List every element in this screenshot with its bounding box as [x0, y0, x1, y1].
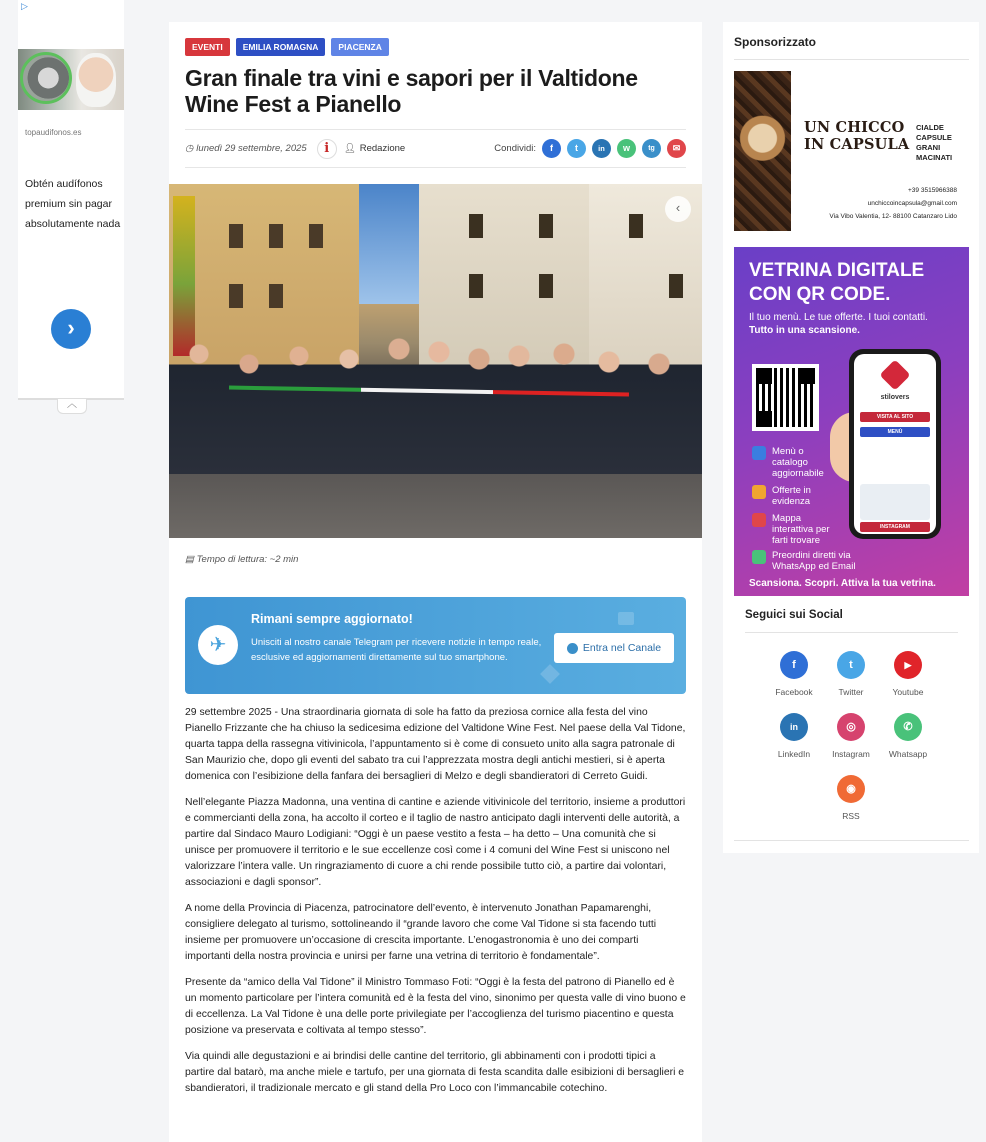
product-text: MACINATI: [916, 153, 953, 162]
product-text: GRANI: [916, 143, 941, 152]
share-telegram-icon[interactable]: tg: [642, 139, 661, 158]
telegram-title: Rimani sempre aggiornato!: [251, 612, 413, 626]
facebook-icon[interactable]: f: [780, 651, 808, 679]
paragraph: A nome della Provincia di Piacenza, patrocinatore dell’evento, è intervenuto Jonathan Papamarenghi, consigliere delegato al turismo, sottolineando il “grande lavoro che come Val Tidone si sta facendo tutti insieme per promuovere un’occasione di crescita importante. L’enogastronomia è uno dei comparti importanti della nostra provincia e unirsi per farne una vetrina di territorio è fondamentale”.: [185, 903, 657, 962]
article-title: Gran finale tra vini e sapori per il Valtidone Wine Fest a Pianello: [185, 65, 638, 117]
qr-ad-sub2: Tutto in una scansione.: [749, 325, 860, 336]
brand-line-1: UN CHICCO: [804, 119, 905, 136]
share-email-icon[interactable]: ✉: [667, 139, 686, 158]
qr-ad-bottom: Scansiona. Scopri. Attiva la tua vetrina.: [749, 578, 936, 589]
feature-item: [752, 513, 842, 546]
feature-item: [752, 485, 837, 507]
share-linkedin-icon[interactable]: in: [592, 139, 611, 158]
telegram-text: Unisciti al nostro canale Telegram per ricevere notizie in tempo reale, esclusive ed aggiornamenti direttamente sul tuo smartphone.: [251, 637, 542, 663]
paragraph: Nell’elegante Piazza Madonna, una ventina di cantine e aziende vitivinicole del territorio, insieme a produttori e commercianti della zona, ha accolto il corteo e il taglio de nastro anticipato dagli interventi delle autorità, a partire dal Sindaco Mauro Lodigiani: “Oggi è un paese vestito a festa – ha detto – Una comunità che si unisce per promuovere il territorio e le sue eccellenze così come i 4 comuni del Wine Fest si uniscono nel valorizzare l’intera valle. Un ringraziamento di cuore a chi rende possibile tutto ciò, a partire dai volontari, associazioni e dagli sponsor”.: [185, 797, 686, 888]
social-label[interactable]: Twitter: [838, 687, 864, 697]
sponsor-ad-coffee[interactable]: [734, 71, 969, 231]
phone-brand: stilovers: [880, 394, 910, 401]
social-instagram[interactable]: [821, 713, 881, 759]
contact-address: Via Vibo Valentia, 12- 88100 Catanzaro Lido: [829, 213, 957, 220]
book-icon: ▤: [185, 554, 194, 565]
ad-products: [916, 123, 952, 163]
adchoices-icon[interactable]: ▷: [21, 1, 28, 11]
publisher-logo[interactable]: i: [317, 139, 337, 159]
whatsapp-icon[interactable]: ✆: [894, 713, 922, 741]
article-meta: [185, 129, 686, 168]
date-text: lunedì 29 settembre, 2025: [196, 143, 307, 154]
product-text: CIALDE: [916, 123, 944, 132]
category-tags: [185, 38, 389, 56]
social-label[interactable]: Facebook: [775, 687, 813, 697]
collapse-ad-button[interactable]: ︿: [57, 399, 87, 414]
social-label[interactable]: RSS: [842, 811, 860, 821]
article-date: [185, 143, 307, 154]
social-facebook[interactable]: [764, 651, 824, 697]
contact-phone: +39 3515966388: [908, 187, 957, 194]
telegram-icon: ✈: [198, 625, 238, 665]
phone-menu-button: MENÙ: [860, 427, 930, 437]
qr-code: [752, 364, 819, 431]
social-youtube[interactable]: [878, 651, 938, 697]
social-linkedin[interactable]: [764, 713, 824, 759]
ad-image[interactable]: [18, 49, 124, 110]
share-twitter-icon[interactable]: t: [567, 139, 586, 158]
feature-item: [752, 550, 882, 572]
ad-domain[interactable]: topaudifonos.es: [25, 128, 82, 137]
paragraph: Via quindi alle degustazioni e ai brindisi delle cantine del territorio, gli abbinamenti con i prodotti tipici a partire dal batarò, ma anche miele e tartufo, per una giornata di festa scandita dalle esibizioni di bersaglieri e sbandieratori, il tradizionale mercato e gli stand della Pro Loco con l’immancabile cotechino.: [185, 1051, 685, 1094]
article-author[interactable]: [344, 143, 405, 154]
gallery-nav-button[interactable]: ‹: [665, 196, 691, 222]
telegram-small-icon: [567, 643, 578, 654]
sponsor-ad-qr[interactable]: [734, 247, 969, 596]
qr-ad-sub1: Il tuo menù. Le tue offerte. I tuoi contatti.: [749, 312, 928, 323]
article-photo: [169, 184, 702, 538]
tag-emilia-romagna[interactable]: EMILIA ROMAGNA: [236, 38, 326, 56]
social-label[interactable]: Youtube: [892, 687, 924, 697]
social-rss[interactable]: [821, 775, 881, 821]
product-text: CAPSULE: [916, 133, 952, 142]
ad-brand: [804, 119, 909, 153]
share-facebook-icon[interactable]: f: [542, 139, 561, 158]
feature-text: Offerte in evidenza: [772, 485, 811, 507]
social-whatsapp[interactable]: [878, 713, 938, 759]
ad-text[interactable]: Obtén audífonos premium sin pagar absolutamente nada: [25, 178, 121, 230]
share-buttons: [542, 139, 686, 158]
share-whatsapp-icon[interactable]: w: [617, 139, 636, 158]
left-advertisement[interactable]: [18, 0, 124, 410]
contact-email: unchiccoincapsula@gmail.com: [867, 200, 957, 207]
instagram-icon[interactable]: ◎: [837, 713, 865, 741]
phone-mockup: [849, 349, 941, 539]
qr-ad-headline: VETRINA DIGITALE CON QR CODE.: [749, 260, 925, 305]
sponsored-title: Sponsorizzato: [734, 35, 817, 49]
rss-icon[interactable]: ◉: [837, 775, 865, 803]
article: [169, 22, 702, 1142]
feature-item: [752, 446, 837, 479]
brand-line-2: IN CAPSULA: [804, 136, 910, 153]
telegram-promo-box: [185, 597, 686, 694]
feature-text: Mappa interattiva per farti trovare: [772, 513, 830, 546]
user-icon: 👤︎: [343, 143, 356, 154]
reading-time: [185, 554, 298, 565]
share-label: Condividi:: [494, 143, 536, 154]
qr-ad-subtitle: [749, 311, 928, 337]
tag-eventi[interactable]: EVENTI: [185, 38, 230, 56]
phone-visit-button: VISITA AL SITO: [860, 412, 930, 422]
paragraph: Presente da “amico della Val Tidone” il Ministro Tommaso Foti: “Oggi è la festa del patrono di Pianello ed è un momento particolare per l’intera comunità ed è la festa del vino, sinonimo per questa valle di vino buono e di eccellenza. La Val Tidone è una delle porte privilegiate per l’accoglienza del turismo piacentino e questa posizione va preservata e coltivata al tempo stesso”.: [185, 977, 686, 1036]
tag-piacenza[interactable]: PIACENZA: [331, 38, 388, 56]
social-title: Seguici sui Social: [745, 609, 843, 621]
social-twitter[interactable]: [821, 651, 881, 697]
feature-text: Preordini diretti via WhatsApp ed Email: [772, 550, 856, 572]
paragraph: 29 settembre 2025 - Una straordinaria giornata di sole ha fatto da preziosa cornice alla festa del vino Pianello Frizzante che ha chiuso la sedicesima edizione del Valtidone Wine Fest. Nel paese della Val Tidone, quarta tappa della rassegna vitivinicola, l’appuntamento si è come di consueto unito alla sagra patronale di San Maurizio che, dopo gli eventi del sabato tra cui l’apprezzata mostra degli antichi mestieri, si è aperta domenica con l’esibizione della fanfara dei bersaglieri di Melzo e degli sbandieratori di Cerreto Guidi.: [185, 707, 686, 782]
social-label[interactable]: Whatsapp: [888, 749, 928, 759]
linkedin-icon[interactable]: in: [780, 713, 808, 741]
phone-instagram-button: INSTAGRAM: [860, 522, 930, 532]
social-label[interactable]: LinkedIn: [777, 749, 811, 759]
author-name[interactable]: Redazione: [359, 143, 406, 154]
article-body: [185, 705, 686, 1107]
join-channel-label[interactable]: Entra nel Canale: [582, 642, 662, 654]
feature-text: Menù o catalogo aggiornabile: [772, 446, 824, 479]
ad-go-button[interactable]: ›: [51, 309, 91, 349]
join-channel-button[interactable]: [554, 633, 674, 663]
clock-icon: ◷: [185, 143, 194, 154]
sidebar: [723, 22, 979, 853]
twitter-icon[interactable]: t: [837, 651, 865, 679]
social-label[interactable]: Instagram: [832, 749, 870, 759]
youtube-icon[interactable]: ▶: [894, 651, 922, 679]
ad-contact: [829, 184, 957, 223]
reading-time-text: Tempo di lettura: ~2 min: [196, 554, 299, 565]
coffee-image: [734, 71, 791, 231]
